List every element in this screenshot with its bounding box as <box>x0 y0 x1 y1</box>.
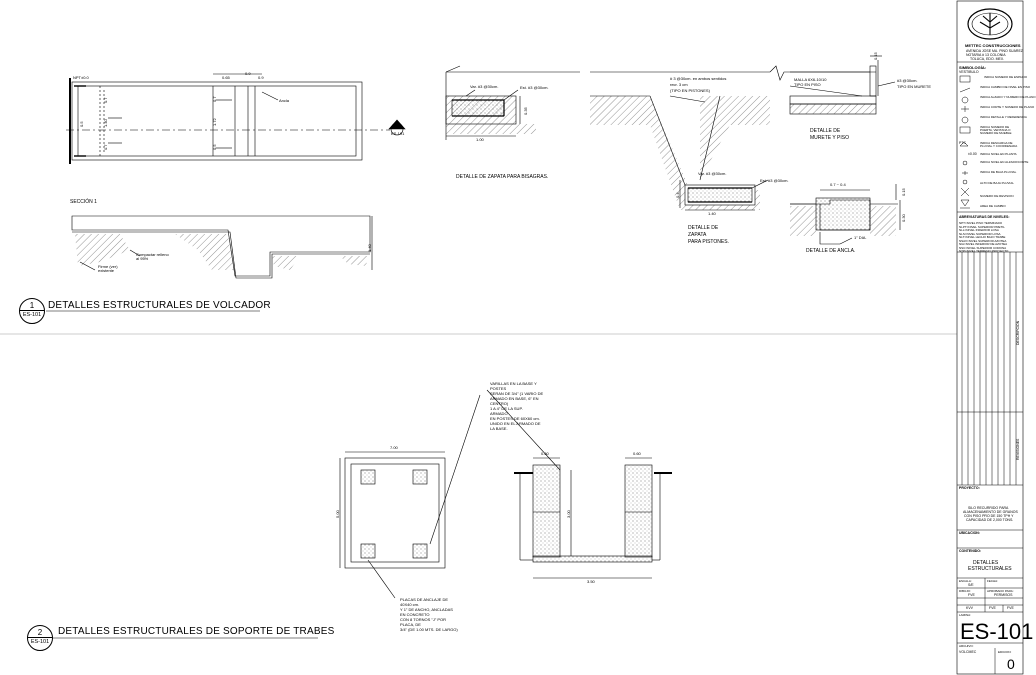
symbology-12: AREA DE CAMBIO <box>980 204 1006 208</box>
approved-value: PERMISOS <box>994 593 1013 597</box>
symbology-11: NUMERO DE REVISION <box>980 194 1014 198</box>
note-top-7: EN POSTES DE 60X60 cm. <box>490 416 540 421</box>
symbology-5: INDICA NUMERO DE PUERTA, VENTANA O NUMERO DE MUEBLE <box>980 125 1012 135</box>
pistones-dim-w: 1.40 <box>708 211 716 216</box>
symbology-10: ALTO DE BAJA PLUVIAL <box>980 181 1014 185</box>
symbology-title: SIMBOLOGÍA: <box>959 65 987 70</box>
note-top-0: VARILLAS EN LA BASE Y <box>490 381 537 386</box>
elev-dim-h: 3.00 <box>566 510 571 518</box>
pistones-note-0: # 3 @30cm. en ambos sentidos <box>670 76 727 81</box>
company-name: METTEC CONSTRUCCIONES <box>965 43 1021 48</box>
rev-row-2: FVE <box>1007 606 1014 610</box>
content-label: CONTENIDO: <box>959 549 982 553</box>
murete-rebar-1: TIPO EN MURETE <box>897 84 932 89</box>
bisagras-dim-w: 1.00 <box>476 137 484 142</box>
bisagras-rebar2: Est. #3 @30cm. <box>520 85 549 90</box>
date-label: FECHA: <box>987 579 999 583</box>
company-line-0: AVENIDA JOSE MA. PINO SUAREZ <box>966 49 1023 53</box>
pistones-rebar1: Var. #3 @30cm. <box>698 171 727 176</box>
plan-level: NPT±0.0 <box>73 75 89 80</box>
plan-dim-8: 0.5 <box>212 144 217 150</box>
ancla-dim-top: 0.7 ~ 0.4 <box>830 182 846 187</box>
section-dim: 1.40 <box>367 244 372 252</box>
pistones-dim-h: 0.4 <box>675 192 680 198</box>
plan-dim-9: 0.5 <box>79 121 84 127</box>
pistones-title-2: PARA PISTONES. <box>688 239 729 245</box>
symbology-6: INDICA DESCARGA DE PLUVIAL Y COORDENADA <box>980 141 1018 148</box>
abbrev-4: NLT=NIVEL LECHO BAJO TRABE <box>959 235 1006 239</box>
elev-dim-bottom: 3.50 <box>587 579 595 584</box>
rev-row-1: FVE <box>989 606 996 610</box>
abbrev-8: NTP=NIVEL TERRENO PROYECTO <box>959 249 1009 253</box>
sheet2-number: 2 <box>37 628 43 637</box>
file-label: ARCHIVO: <box>959 644 974 648</box>
abbrev-3: NLS=NIVEL SUPERIOR LOSA <box>959 231 1001 236</box>
note-bottom-1: 40X40 cm. <box>400 602 420 607</box>
note-bottom-5: PLACA, DE <box>400 622 421 627</box>
plan-dim-3: 0.7 <box>103 97 108 103</box>
edition-value: 0 <box>1007 656 1015 672</box>
plan-dim-top: 7.00 <box>390 445 398 450</box>
symbology-0: INDICA NUMERO DE ESPACIO <box>984 75 1028 79</box>
drew-value: FVE <box>968 593 975 597</box>
murete-mesh-0: MALLA 6X6-10/10 <box>794 77 827 82</box>
abbrev-title: ABREVIATURAS DE NIVELES: <box>959 215 1010 219</box>
section-marker-number: 1 <box>393 123 396 128</box>
plan-note: Ancla <box>279 98 290 103</box>
section-marker-ref: ES-101 <box>391 131 405 136</box>
ancla-detail <box>790 184 900 244</box>
symbology-7: INDICA NIVEL EN PLANTA <box>980 152 1017 156</box>
sheet2-ref: ES-101 <box>30 639 50 645</box>
description-label: DESCRIPCION <box>1016 320 1020 345</box>
sheet2-number-marker <box>27 625 53 651</box>
bisagras-rebar1: Var. #3 @30cm. <box>470 84 499 89</box>
plan-dim-side: 5.00 <box>335 510 340 518</box>
company-logo <box>968 9 1012 39</box>
plan-label: LAMINA: <box>959 613 972 617</box>
note-top-5: 1 A 4" DE LA SUP. <box>490 406 523 411</box>
sheet1-title: DETALLES ESTRUCTURALES DE VOLCADOR <box>48 300 271 311</box>
note-bottom-6: 3/4" (DE 1.00 MTS. DE LARGO) <box>400 627 458 632</box>
murete-title-0: DETALLE DE <box>810 128 841 134</box>
plan-dim-4: 1.40 <box>103 119 108 127</box>
plan-dim-0: 0.65 <box>222 75 230 80</box>
ancla-dim-small: 0.15 <box>901 188 906 196</box>
revisions-label: REVISIONES <box>1016 438 1020 460</box>
company-line-2: TOLUCA, EDO. MEX. <box>970 57 1005 61</box>
scale-value: S/E <box>968 583 974 587</box>
symbology-9: INDICA DE BAJA PLUVIAL <box>980 170 1017 174</box>
sheet-code: ES-101 <box>960 619 1034 644</box>
note-top-6: ARMADO <box>490 411 508 416</box>
pistones-note-1: recr. 3 cm <box>670 82 688 87</box>
scale-label: ESCALA: <box>959 579 972 583</box>
abbrev-0: NPT=NIVEL PISO TERMINADO <box>959 221 1003 225</box>
plan-dim-2: 0.9 <box>258 75 264 80</box>
rev-row-0: KVV <box>966 606 974 610</box>
ancla-angle: 1" DIA. <box>854 235 867 240</box>
note-bottom-2: Y 1" DE ANCHO, ANCLADAS <box>400 607 453 612</box>
symbology-2: INDICA ALZADO Y NUMERO DE PLANO <box>980 95 1036 99</box>
ancla-dim-side: 0.30 <box>901 214 906 222</box>
note-bottom-3: EN CONCRETO <box>400 612 430 617</box>
content-line-0: DETALLES <box>973 560 999 566</box>
sheet1-number: 1 <box>29 301 35 310</box>
note-top-1: POSTES <box>490 386 507 391</box>
pistones-rebar2: Est. #3 @30cm. <box>760 178 789 183</box>
note-top-8: UNIDO EN EL ARMADO DE <box>490 421 541 426</box>
elev-dim-a: 0.60 <box>541 451 549 456</box>
note-top-4: CENTRO) <box>490 401 509 406</box>
location-label: UBICACION: <box>959 531 980 535</box>
abbrev-6: NIA=NIVEL INFERIOR DE AZOTEA <box>959 242 1008 246</box>
sheet1-number-marker <box>19 298 45 324</box>
plan-dim-6: 0.7 <box>212 96 217 102</box>
project-label: PROYECTO: <box>959 486 980 490</box>
symbology-7-label: ±0.00 <box>968 152 977 156</box>
edition-label: EDICION: <box>998 650 1012 654</box>
note-top-2: SERAN DE 3/4" (1 VARIO DE <box>490 391 544 396</box>
sheet2-title: DETALLES ESTRUCTURALES DE SOPORTE DE TRABES <box>58 626 335 637</box>
murete-mesh-1: TIPO EN PISO <box>794 82 821 87</box>
symbology-8: INDICA NIVEL EN ALZADO/CORTE <box>980 160 1029 164</box>
plan-dim-7: 1.72 <box>212 118 217 126</box>
note-top-9: LA BASE. <box>490 426 508 431</box>
project-line-2: CON PISO PRO DE 150 TPH Y <box>964 514 1014 518</box>
content-line-1: ESTRUCTURALES <box>968 566 1012 572</box>
company-line-1: NOTARIA # 13 COLONIA <box>966 53 1006 57</box>
abbrev-7: NSC=NIVEL SUPERIOR CORONA <box>959 245 1007 250</box>
abbrev-2: NLL=NIVEL INFERIOR LOSA <box>959 228 999 232</box>
symbology-6-label: PTC <box>959 141 966 145</box>
approved-label: APROBADO PARA: <box>987 589 1014 593</box>
symbology-3: INDICA CORTE Y NUMERO DE PLANO <box>980 105 1035 109</box>
section-label: SECCIÓN 1 <box>70 199 97 205</box>
abbrev-5: NSAV=NIVEL SUPERIOR AZOTEA <box>959 238 1007 243</box>
note-bottom-0: PLACAS DE ANCLAJE DE <box>400 597 449 602</box>
note-top-3: ARMADO EN BASE, 6" EN <box>490 396 539 401</box>
abbrev-1: NLPT=NIVEL SUPERIOR PRETIL <box>959 224 1005 229</box>
murete-title-1: MURETE Y PISO <box>810 135 849 141</box>
pistones-title-0: DETALLE DE <box>688 225 719 231</box>
symbology-0-label: VESTIBULO <box>959 70 979 74</box>
murete-dim: 0.15 <box>873 52 878 60</box>
murete-rebar-0: #3 @30cm. <box>897 78 918 83</box>
symbology-4: INDICA DETALLE Y REFERENCIA <box>980 115 1027 119</box>
project-line-0: SILO RECURRIDO PARA <box>968 506 1009 510</box>
plan-dim-5: 0.7 <box>103 144 108 150</box>
symbology-1: INDICA CAMBIO DE NIVEL EN PISO <box>980 85 1031 89</box>
project-line-1: ALMACENAMIENTO DE GRANOS <box>963 510 1018 514</box>
drew-label: DIBUJO: <box>959 589 971 593</box>
bisagras-detail <box>446 66 580 140</box>
section-note-fill: Compactar relleno al 95% <box>136 252 169 261</box>
elev-dim-b: 0.60 <box>633 451 641 456</box>
ancla-title: DETALLE DE ANCLA. <box>806 248 856 254</box>
sheet1-ref: ES-101 <box>22 312 42 318</box>
bisagras-dim-h: 0.35 <box>523 107 528 115</box>
soporte-plan <box>340 395 480 598</box>
file-value: VOLCMEC <box>959 650 977 654</box>
pistones-note-2: (TIPO EN PISTONES) <box>670 88 710 93</box>
plan-dim-1: 0.9 <box>245 71 251 76</box>
bisagras-title: DETALLE DE ZAPATA PARA BISAGRAS. <box>456 174 549 180</box>
section-note-soil: Firme (ver) existente <box>98 264 118 273</box>
project-line-3: CAPACIDAD DE 2,000 TONS. <box>966 518 1014 522</box>
pistones-title-1: ZAPATA <box>688 232 707 238</box>
note-bottom-4: CON 8 TORNOS "J" POR <box>400 617 447 622</box>
